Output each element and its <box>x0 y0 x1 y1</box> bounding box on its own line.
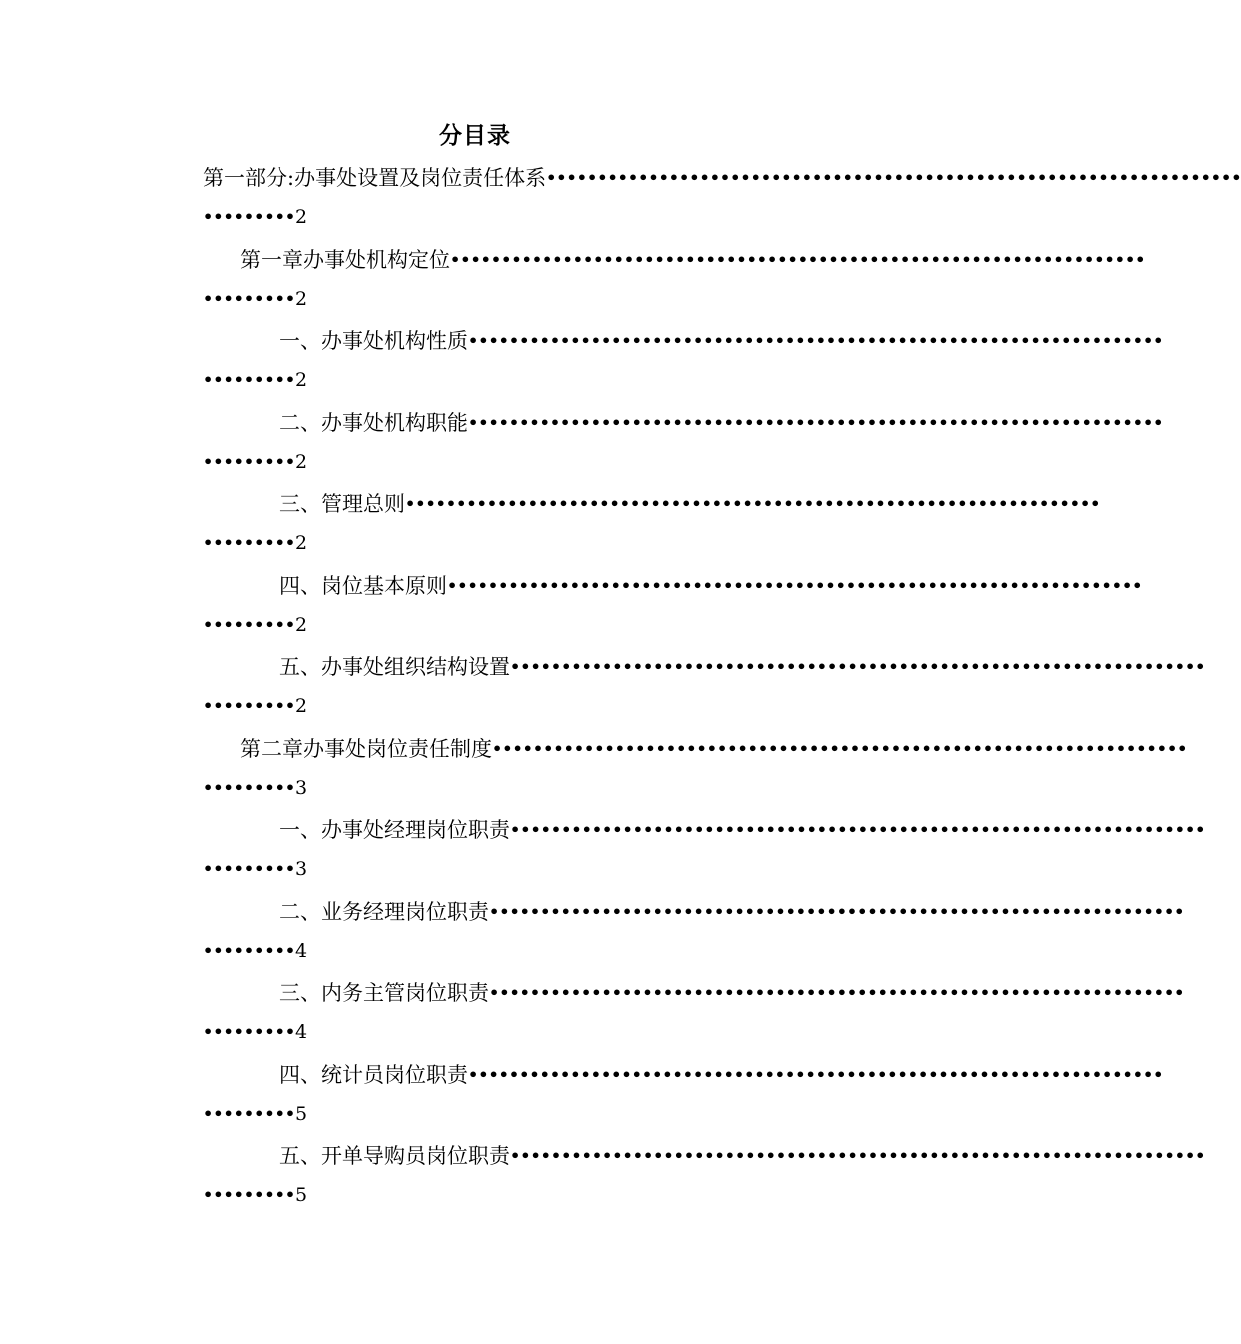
toc-entry-label: 四、统计员岗位职责 <box>279 1062 468 1087</box>
dot-leader: ••••••••• <box>203 696 296 715</box>
dot-leader: •••••••••••••••••••••••••••••••••••••••••••••••••••••••••••••••••••• <box>492 738 1188 758</box>
toc-entry[interactable] <box>203 1055 1164 1137</box>
toc-entry[interactable] <box>203 810 1206 892</box>
toc-entry-page: 2 <box>295 532 308 554</box>
toc-entry-label: 三、内务主管岗位职责 <box>279 981 489 1005</box>
toc-chapter-number: 第一章 <box>240 247 303 272</box>
dot-leader: ••••••••• <box>203 533 296 552</box>
toc-entry-label: 一、办事处经理岗位职责 <box>279 818 510 842</box>
toc-chapter-number: 第二章 <box>240 736 303 761</box>
toc-entry-label: 四、岗位基本原则 <box>279 573 447 598</box>
toc-entry-label: 办事处岗位责任制度 <box>303 736 492 761</box>
toc-entry[interactable] <box>203 240 1146 322</box>
toc-entry-label: 一、办事处机构性质 <box>279 329 468 353</box>
dot-leader: •••••••••••••••••••••••••••••••••••••••••••••••••••••••••••••••••••• <box>450 249 1146 269</box>
dot-leader: ••••••••• <box>203 777 296 797</box>
dot-leader: ••••••••• <box>203 1022 296 1041</box>
dot-leader: ••••••••• <box>203 288 296 308</box>
toc-entry-page: 2 <box>295 206 308 228</box>
toc-entry-label: 第一部分:办事处设置及岗位责任体系 <box>203 166 547 190</box>
dot-leader: •••••••••••••••••••••••••••••••••••••••••••••••••••••••••••••••••••• <box>489 983 1185 1002</box>
toc-entry[interactable] <box>203 892 1185 974</box>
dot-leader: •••••••••••••••••••••••••••••••••••••••••••••••••••••••••••••••••••• <box>510 657 1206 676</box>
dot-leader: ••••••••• <box>203 614 296 634</box>
toc-entry[interactable] <box>203 321 1164 403</box>
toc-entry[interactable] <box>203 158 1241 240</box>
page-title: 分目录 <box>439 123 511 149</box>
toc-entry[interactable] <box>203 566 1143 648</box>
toc-entry[interactable] <box>203 403 1164 485</box>
toc-entry-page: 2 <box>295 369 308 391</box>
dot-leader: ••••••••• <box>203 451 296 471</box>
dot-leader: ••••••••• <box>203 859 296 878</box>
table-of-contents <box>203 158 1241 1218</box>
toc-entry-label: 五、办事处组织结构设置 <box>279 655 510 679</box>
toc-entry-page: 2 <box>295 695 308 717</box>
dot-leader: ••••••••• <box>203 207 296 226</box>
toc-entry[interactable] <box>203 973 1185 1055</box>
dot-leader: •••••••••••••••••••••••••••••••••••••••••••••••••••••••••••••••••••• <box>510 1146 1206 1165</box>
toc-entry-page: 4 <box>295 1021 308 1043</box>
toc-entry-label: 二、业务经理岗位职责 <box>279 899 489 924</box>
dot-leader: •••••••••••••••••••••••••••••••••••••••••••••••••••••••••••••••••••• <box>468 412 1164 432</box>
toc-entry-label: 办事处机构定位 <box>303 247 450 272</box>
toc-entry-page: 3 <box>295 776 308 799</box>
toc-entry-page: 2 <box>295 613 308 636</box>
dot-leader: ••••••••• <box>203 370 296 389</box>
toc-entry-label: 五、开单导购员岗位职责 <box>279 1144 510 1168</box>
dot-leader: •••••••••••••••••••••••••••••••••••••••••••••••••••••••••••••••••••• <box>546 168 1241 187</box>
dot-leader: •••••••••••••••••••••••••••••••••••••••••••••••••••••••••••••••••••• <box>510 820 1206 839</box>
toc-entry-page: 5 <box>295 1102 308 1125</box>
toc-entry-page: 4 <box>295 939 308 962</box>
dot-leader: •••••••••••••••••••••••••••••••••••••••••••••••••••••••••••••••••••• <box>447 575 1143 595</box>
toc-entry-page: 5 <box>295 1184 308 1206</box>
toc-entry-label: 二、办事处机构职能 <box>279 410 468 435</box>
toc-entry[interactable] <box>203 1136 1206 1218</box>
dot-leader: ••••••••• <box>203 1185 296 1204</box>
toc-entry[interactable] <box>203 484 1101 566</box>
dot-leader: •••••••••••••••••••••••••••••••••••••••••••••••••••••••••••••••••••• <box>489 901 1185 921</box>
dot-leader: •••••••••••••••••••••••••••••••••••••••••••••••••••••••••••••••••••• <box>468 331 1164 350</box>
toc-entry[interactable] <box>203 647 1206 729</box>
toc-entry-page: 2 <box>295 450 308 473</box>
toc-entry[interactable] <box>203 729 1188 811</box>
toc-entry-page: 3 <box>295 858 308 880</box>
dot-leader: ••••••••• <box>203 1103 296 1123</box>
dot-leader: ••••••••• <box>203 940 296 960</box>
dot-leader: •••••••••••••••••••••••••••••••••••••••••••••••••••••••••••••••••••• <box>468 1064 1164 1084</box>
toc-entry-label: 三、管理总则 <box>279 492 405 516</box>
toc-entry-page: 2 <box>295 287 308 310</box>
dot-leader: •••••••••••••••••••••••••••••••••••••••••••••••••••••••••••••••••••• <box>405 494 1101 513</box>
